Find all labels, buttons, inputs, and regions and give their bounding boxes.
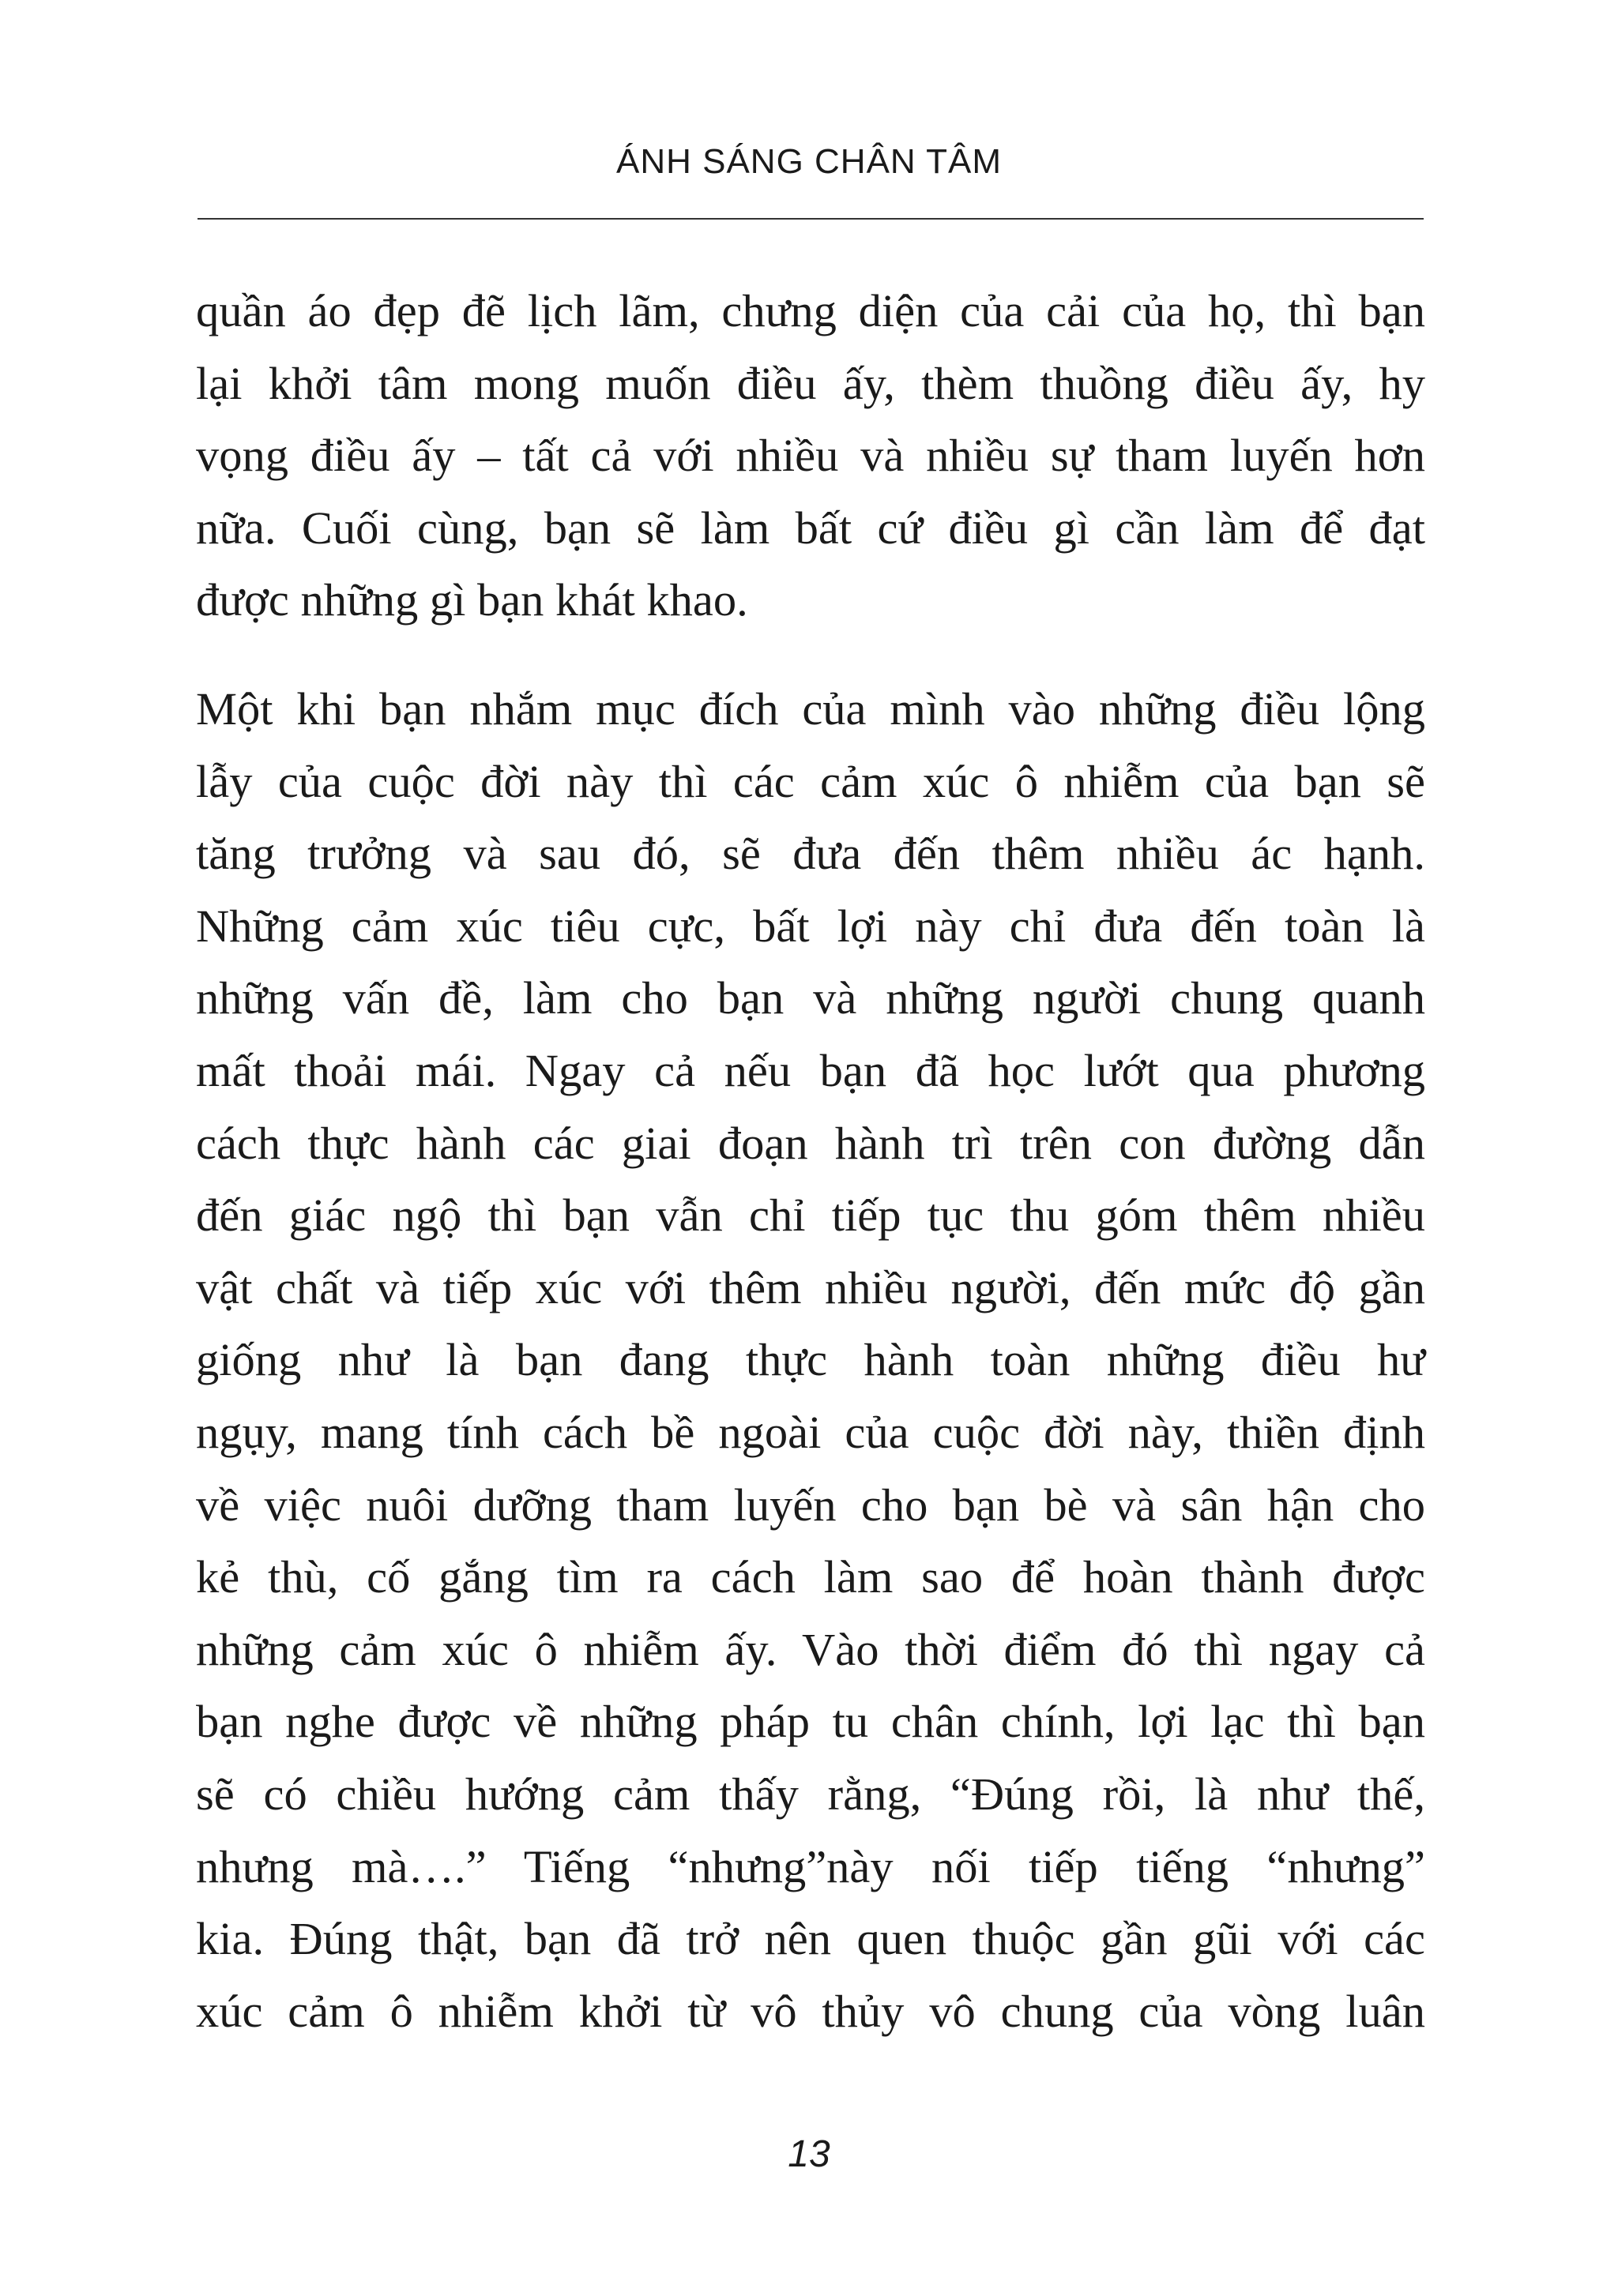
text-line: vọng điều ấy – tất cả với nhiều và nhiều sự tham luyến hơn bbox=[196, 430, 1425, 482]
text-line: kia. Đúng thật, bạn đã trở nên quen thuộc gần gũi với các bbox=[196, 1913, 1425, 1965]
text-line: Những cảm xúc tiêu cực, bất lợi này chỉ đưa đến toàn là bbox=[196, 900, 1425, 952]
text-line: kẻ thù, cố gắng tìm ra cách làm sao để hoàn thành được bbox=[196, 1551, 1425, 1603]
text-line: xúc cảm ô nhiễm khởi từ vô thủy vô chung của vòng luân bbox=[196, 1985, 1425, 2037]
paragraph-2 bbox=[196, 673, 1425, 2047]
text-line: những vấn đề, làm cho bạn và những người chung quanh bbox=[196, 972, 1425, 1024]
text-line: vật chất và tiếp xúc với thêm nhiều người, đến mức độ gần bbox=[196, 1261, 1425, 1313]
text-line: quần áo đẹp đẽ lịch lãm, chưng diện của cải của họ, thì bạn bbox=[196, 285, 1425, 336]
text-line: sẽ có chiều hướng cảm thấy rằng, “Đúng rồi, là như thế, bbox=[196, 1768, 1425, 1820]
running-header-title: ÁNH SÁNG CHÂN TÂM bbox=[615, 142, 1003, 181]
text-line: giống như là bạn đang thực hành toàn những điều hư bbox=[196, 1334, 1425, 1386]
text-line: lẫy của cuộc đời này thì các cảm xúc ô nhiễm của bạn sẽ bbox=[196, 755, 1425, 807]
text-line: tăng trưởng và sau đó, sẽ đưa đến thêm nhiều ác hạnh. bbox=[196, 828, 1425, 880]
text-line: ngụy, mang tính cách bề ngoài của cuộc đời này, thiền định bbox=[196, 1406, 1425, 1458]
text-line: đến giác ngộ thì bạn vẫn chỉ tiếp tục thu góm thêm nhiều bbox=[196, 1189, 1425, 1242]
text-line: được những gì bạn khát khao. bbox=[196, 574, 748, 626]
text-line: nhưng mà….” Tiếng “nhưng”này nối tiếp tiếng “nhưng” bbox=[196, 1840, 1425, 1892]
page-number: 13 bbox=[788, 2133, 830, 2175]
text-line: về việc nuôi dưỡng tham luyến cho bạn bè và sân hận cho bbox=[196, 1479, 1425, 1531]
paragraph-1 bbox=[196, 275, 1425, 637]
text-line: Một khi bạn nhắm mục đích của mình vào những điều lộng bbox=[196, 683, 1425, 735]
text-line: cách thực hành các giai đoạn hành trì trên con đường dẫn bbox=[196, 1117, 1425, 1169]
text-line: lại khởi tâm mong muốn điều ấy, thèm thuồng điều ấy, hy bbox=[196, 357, 1425, 409]
text-line: bạn nghe được về những pháp tu chân chính, lợi lạc thì bạn bbox=[196, 1696, 1425, 1748]
text-line: nữa. Cuối cùng, bạn sẽ làm bất cứ điều gì cần làm để đạt bbox=[196, 502, 1425, 554]
header-divider bbox=[198, 218, 1424, 220]
text-line: mất thoải mái. Ngay cả nếu bạn đã học lướt qua phương bbox=[196, 1044, 1425, 1096]
text-line: những cảm xúc ô nhiễm ấy. Vào thời điểm đó thì ngay cả bbox=[196, 1623, 1425, 1675]
